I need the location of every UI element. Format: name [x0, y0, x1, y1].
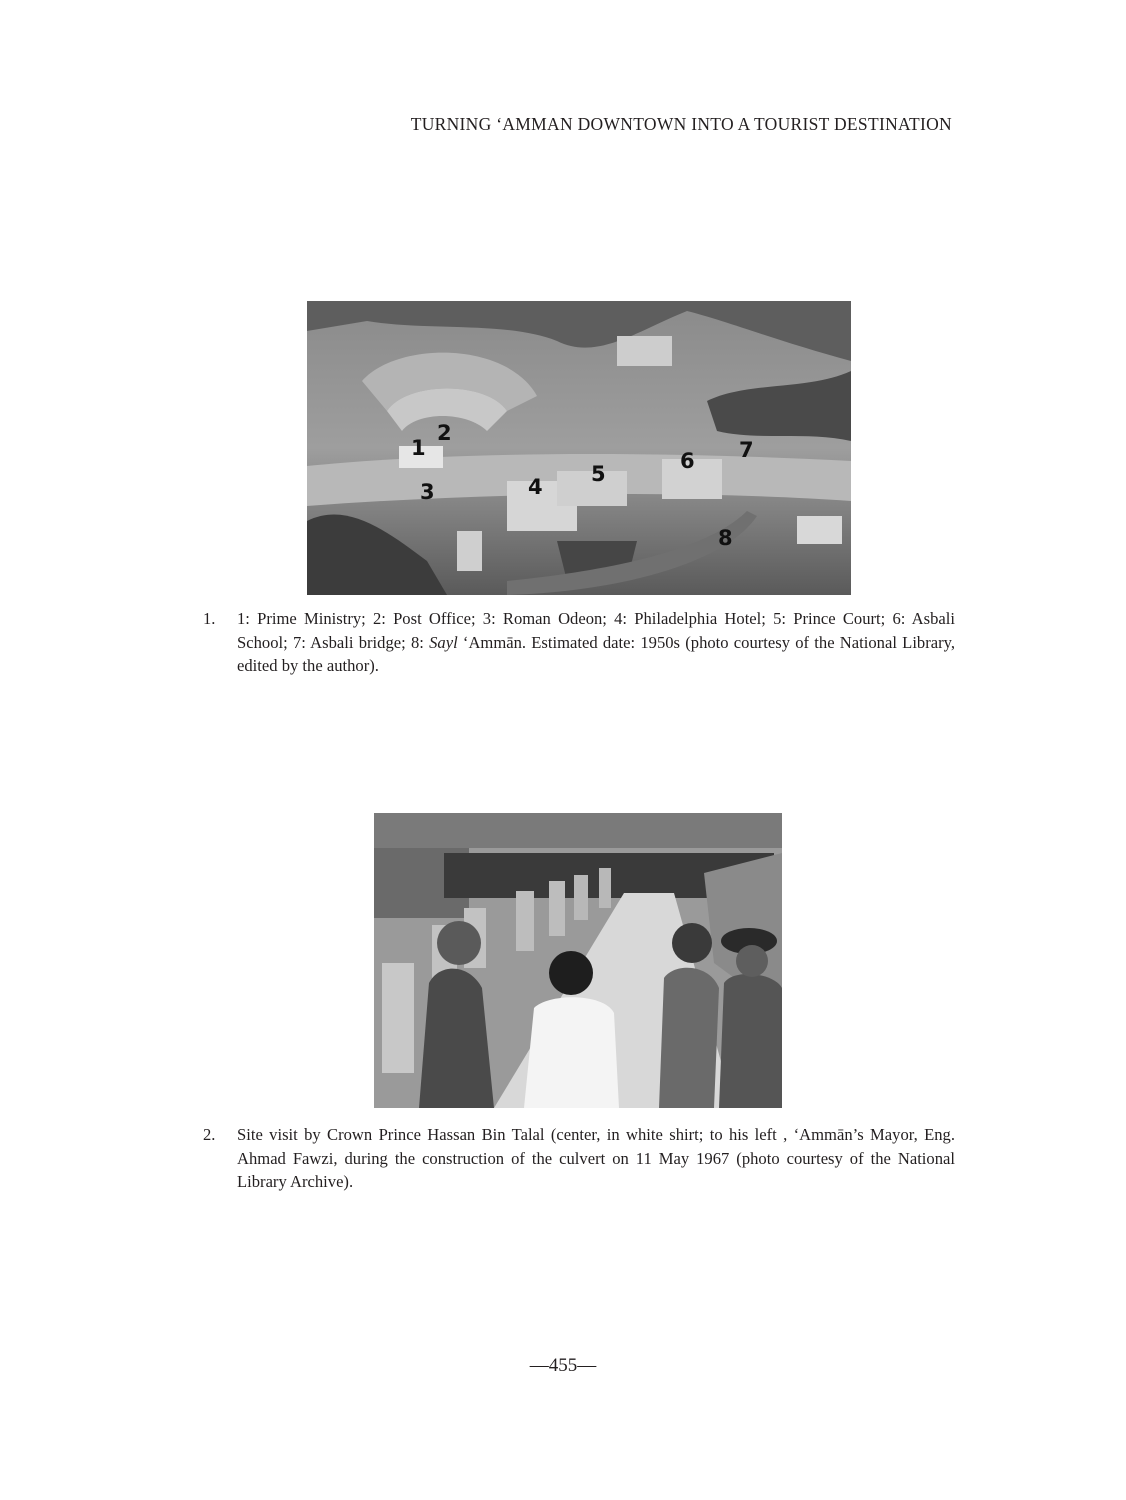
figure-1-caption	[203, 607, 955, 678]
figure-1-photo	[307, 301, 851, 595]
figure-2-photo	[374, 813, 782, 1108]
photo-marker-4: 4	[528, 475, 543, 499]
photo-marker-2: 2	[437, 421, 452, 445]
running-head: TURNING ‘AMMAN DOWNTOWN INTO A TOURIST DESTINATION	[410, 114, 952, 134]
page-number: —455—	[529, 1355, 597, 1376]
figure-1-number: 1.	[203, 609, 216, 628]
figure-2-caption-text: Site visit by Crown Prince Hassan Bin Talal (center, in white shirt; to his left , ‘Ammān’s Mayor, Eng. Ahmad Fawzi, during the construction of the culvert on 11 May 1967 (photo courtesy of the National Library Archive).	[237, 1125, 955, 1191]
figure-2-number: 2.	[203, 1125, 216, 1144]
site-visit-photo	[374, 813, 782, 1108]
photo-marker-3: 3	[420, 480, 435, 504]
caption-1-italic-term: Sayl	[429, 632, 458, 652]
photo-marker-6: 6	[680, 449, 695, 473]
photo-marker-8: 8	[718, 526, 733, 550]
caption-1-part-b: ‘Ammān. Estimated date: 1950s (photo courtesy of the National Library, edited by the author).	[237, 632, 956, 675]
figure-2-caption	[203, 1123, 955, 1194]
photo-marker-5: 5	[591, 462, 606, 486]
photo-marker-1: 1	[411, 436, 426, 460]
photo-marker-7: 7	[739, 438, 754, 462]
aerial-photo-amman	[307, 301, 851, 595]
caption-1-part-a: 1: Prime Ministry; 2: Post Office; 3: Roman Odeon; 4: Philadelphia Hotel; 5: Prince Court; 6: Asbali School; 7: Asbali bridge; 8:	[237, 609, 955, 652]
figure-1-caption-text	[237, 607, 955, 678]
